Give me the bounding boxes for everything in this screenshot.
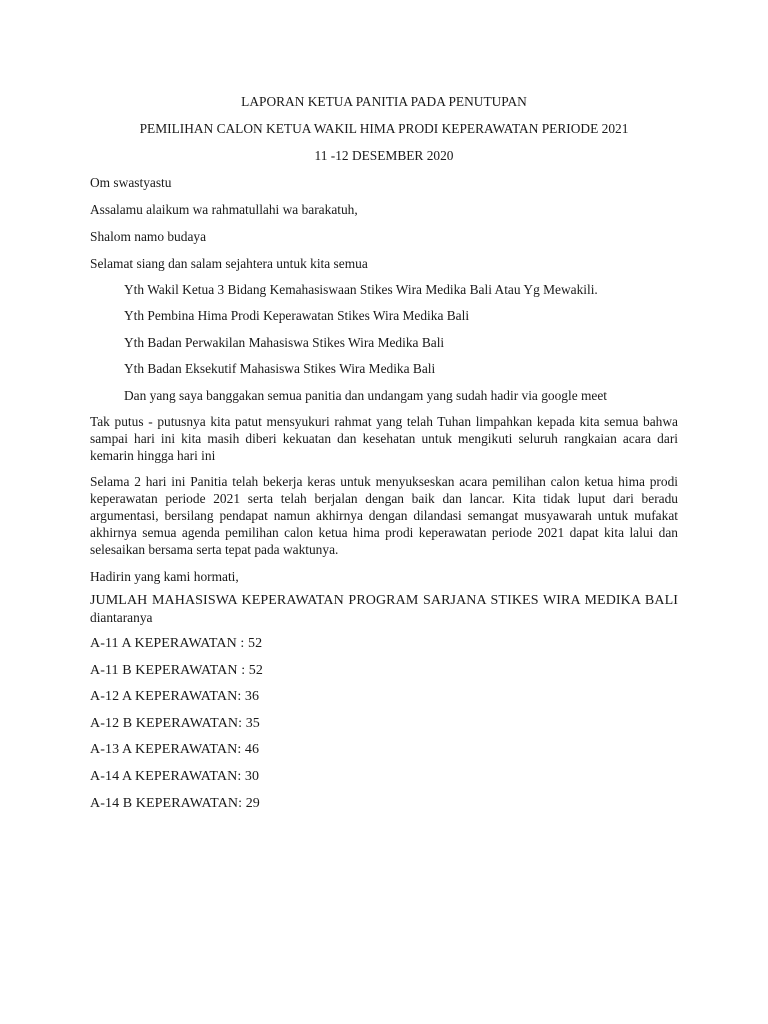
class-count-item: A-13 A KEPERAWATAN: 46 xyxy=(90,742,260,757)
addressee-line: Dan yang saya banggakan semua panitia dan undangam yang sudah hadir via google meet xyxy=(124,388,608,403)
student-count-heading: JUMLAH MAHASISWA KEPERAWATAN PROGRAM SARJANA STIKES WIRA MEDIKA BALI xyxy=(90,593,678,608)
addressee-line: Yth Wakil Ketua 3 Bidang Kemahasiswaan Stikes Wira Medika Bali Atau Yg Mewakili. xyxy=(124,282,598,297)
document-subtitle: PEMILIHAN CALON KETUA WAKIL HIMA PRODI KEPERAWATAN PERIODE 2021 xyxy=(139,121,629,136)
addressee-line: Yth Badan Perwakilan Mahasiswa Stikes Wira Medika Bali xyxy=(124,335,445,350)
paragraph-summary: Selama 2 hari ini Panitia telah bekerja keras untuk menyukseskan acara pemilihan calon ketua hima prodi keperawatan periode 2021 serta telah berjalan dengan baik dan lancar. Kita tidak luput dari beradu argumentasi, bersilang pendapat namun akhirnya dengan dilandasi semangat musyawarah untuk mufakat akhirnya semua agenda pemilihan calon ketua hima prodi keperawatan periode 2021 dapat kita lalui dan selesaikan bersama serta tepat pada waktunya. xyxy=(90,474,678,557)
greeting-line: Selamat siang dan salam sejahtera untuk kita semua xyxy=(90,256,368,271)
document-date: 11 -12 DESEMBER 2020 xyxy=(314,148,454,163)
class-count-item: A-11 A KEPERAWATAN : 52 xyxy=(90,636,263,651)
class-count-item: A-14 A KEPERAWATAN: 30 xyxy=(90,769,260,784)
addressee-line: Yth Badan Eksekutif Mahasiswa Stikes Wira Medika Bali xyxy=(124,361,436,376)
greeting-line: Assalamu alaikum wa rahmatullahi wa barakatuh, xyxy=(90,202,358,217)
paragraph-gratitude: Tak putus - putusnya kita patut mensyukuri rahmat yang telah Tuhan limpahkan kepada kita semua bahwa sampai hari ini kita masih diberi kekuatan dan kesehatan untuk mengikuti seluruh rangkaian acara dari kemarin hingga hari ini xyxy=(90,414,678,463)
class-count-item: A-12 A KEPERAWATAN: 36 xyxy=(90,689,260,704)
student-count-subheading: diantaranya xyxy=(90,610,153,625)
greeting-line: Om swastyastu xyxy=(90,175,172,190)
greeting-line: Shalom namo budaya xyxy=(90,229,207,244)
document-title: LAPORAN KETUA PANITIA PADA PENUTUPAN xyxy=(241,94,527,109)
class-count-item: A-11 B KEPERAWATAN : 52 xyxy=(90,663,263,678)
class-count-item: A-12 B KEPERAWATAN: 35 xyxy=(90,716,260,731)
class-count-item: A-14 B KEPERAWATAN: 29 xyxy=(90,796,260,811)
hadirin-line: Hadirin yang kami hormati, xyxy=(90,569,239,584)
addressee-line: Yth Pembina Hima Prodi Keperawatan Stikes Wira Medika Bali xyxy=(124,308,470,323)
